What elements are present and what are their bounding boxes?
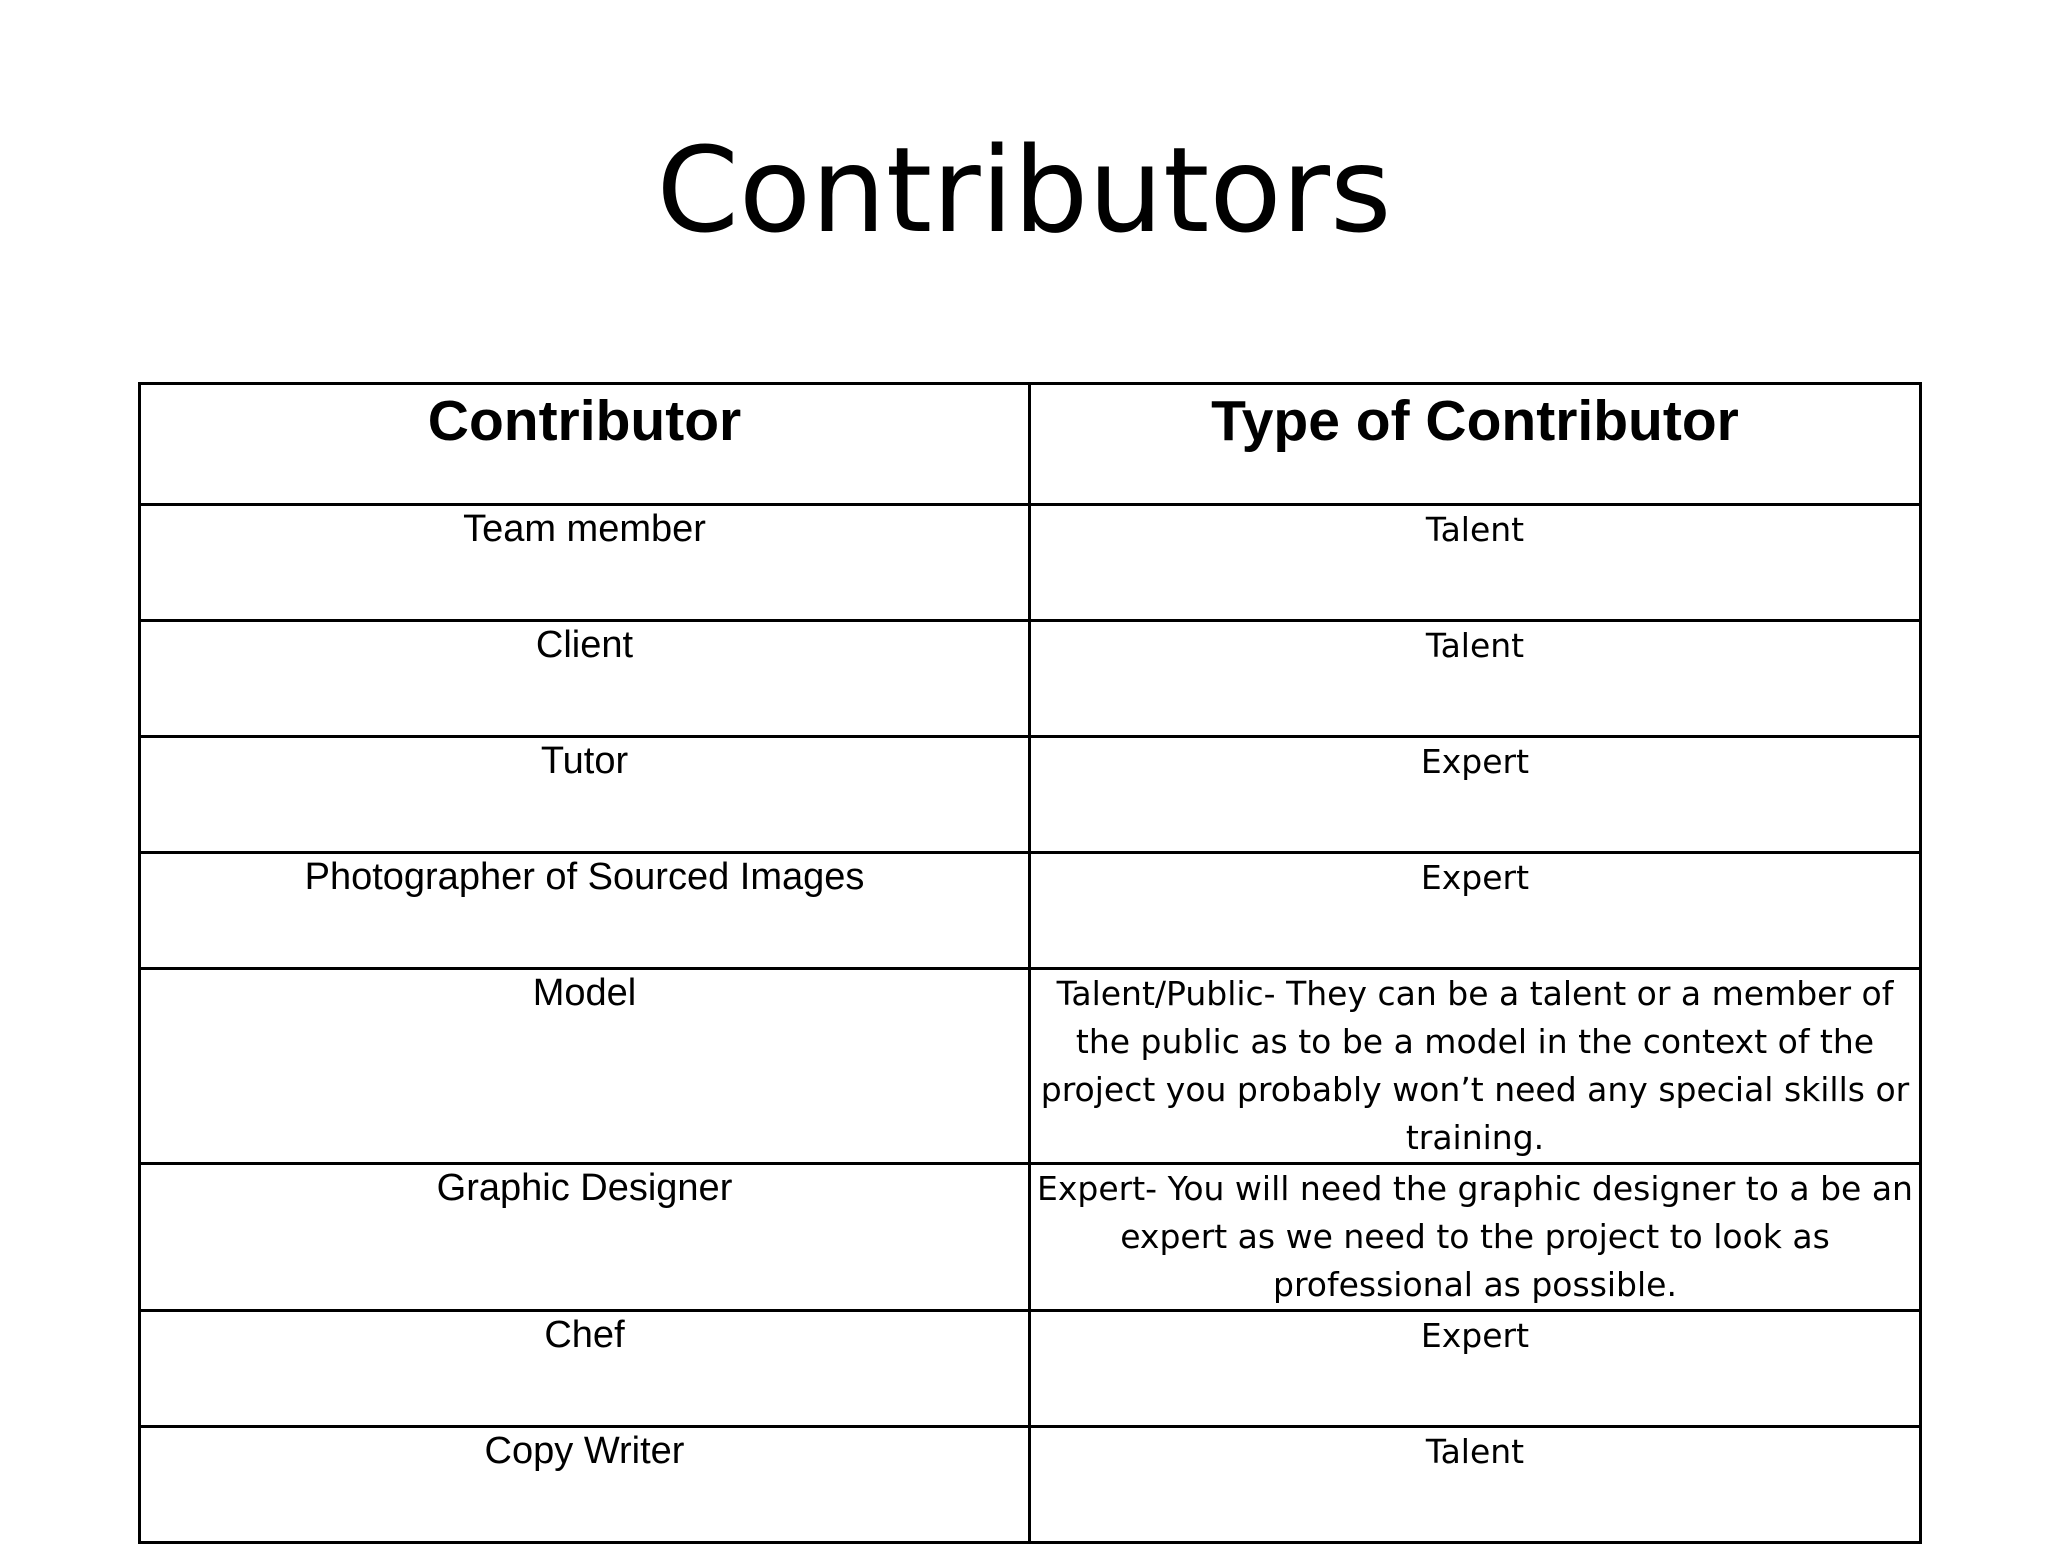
type-cell: Expert: [1030, 853, 1921, 969]
contributor-cell: Chef: [140, 1311, 1030, 1427]
table-row: [140, 621, 1921, 737]
table-row: [140, 505, 1921, 621]
contributor-cell: Photographer of Sourced Images: [140, 853, 1030, 969]
type-cell: Talent: [1030, 1427, 1921, 1543]
table-row: [140, 1427, 1921, 1543]
contributors-table: [138, 382, 1922, 1544]
slide-title: Contributors: [656, 121, 1392, 259]
type-cell: Expert: [1030, 737, 1921, 853]
contributor-cell: Model: [140, 969, 1030, 1164]
contributor-cell: Graphic Designer: [140, 1164, 1030, 1311]
table-row: [140, 737, 1921, 853]
type-cell: Talent: [1030, 505, 1921, 621]
type-cell: Talent/Public- They can be a talent or a member of the public as to be a model in the context of the project you probably won’t need any special skills or training.: [1030, 969, 1921, 1164]
contributor-cell: Tutor: [140, 737, 1030, 853]
type-cell: Talent: [1030, 621, 1921, 737]
contributor-cell: Copy Writer: [140, 1427, 1030, 1543]
table-row: [140, 1164, 1921, 1311]
type-cell: Expert: [1030, 1311, 1921, 1427]
contributor-cell: Client: [140, 621, 1030, 737]
header-contributor: Contributor: [140, 384, 1030, 505]
table-header-row: [140, 384, 1921, 505]
contributor-cell: Team member: [140, 505, 1030, 621]
table-row: [140, 1311, 1921, 1427]
table-row: [140, 969, 1921, 1164]
table-row: [140, 853, 1921, 969]
type-cell: Expert- You will need the graphic designer to a be an expert as we need to the project to look as professional as possible.: [1030, 1164, 1921, 1311]
header-type-of-contributor: Type of Contributor: [1030, 384, 1921, 505]
